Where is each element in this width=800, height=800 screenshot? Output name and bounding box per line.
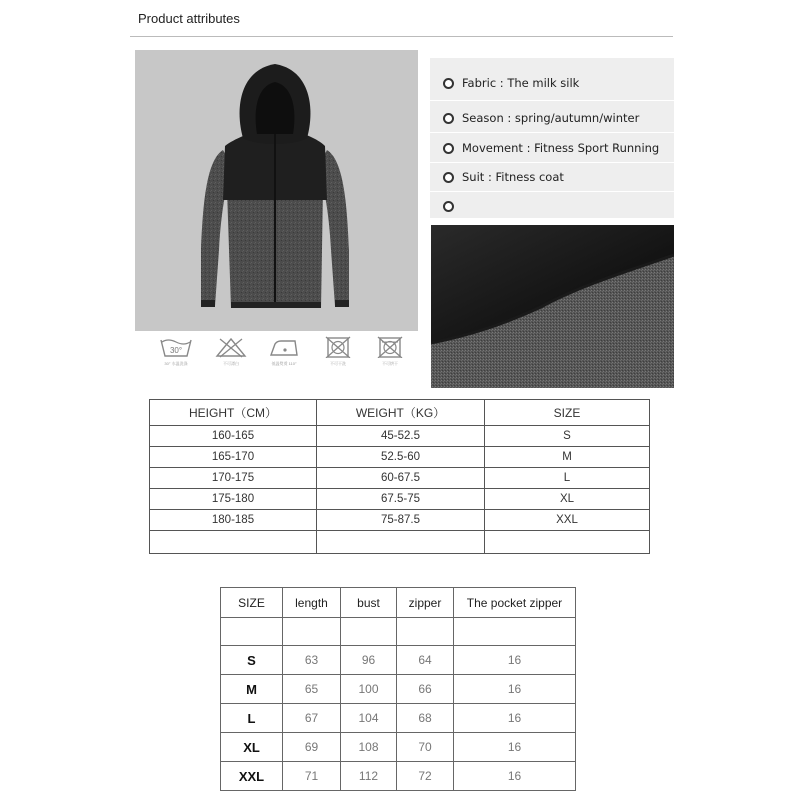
divider — [430, 191, 674, 192]
size-cell: M — [221, 675, 283, 704]
table-row — [221, 704, 576, 733]
table-cell: 72 — [397, 762, 454, 791]
attribute-fabric — [430, 70, 674, 96]
table-cell: 175-180 — [150, 489, 317, 510]
attribute-movement — [430, 135, 674, 161]
bullet-icon — [443, 78, 454, 89]
table-cell: 70 — [397, 733, 454, 762]
table-cell: 66 — [397, 675, 454, 704]
table-row — [221, 646, 576, 675]
table-header-row — [150, 400, 650, 426]
table-cell: 100 — [341, 675, 397, 704]
page-title: Product attributes — [138, 11, 240, 26]
table-cell: 63 — [283, 646, 341, 675]
attribute-empty — [430, 193, 674, 219]
height-weight-table — [149, 399, 650, 554]
table-cell: 16 — [454, 646, 576, 675]
wash-temp-label: 30° — [169, 346, 183, 355]
table-cell — [317, 531, 485, 554]
table-row — [221, 675, 576, 704]
care-item — [312, 336, 364, 367]
attribute-text: Suit : Fitness coat — [462, 170, 564, 184]
bullet-icon — [443, 201, 454, 212]
table-cell: 67.5-75 — [317, 489, 485, 510]
table-row — [150, 489, 650, 510]
wash-30-icon — [159, 336, 193, 358]
fabric-illustration — [431, 225, 674, 388]
table-cell: 60-67.5 — [317, 468, 485, 489]
table-row — [221, 762, 576, 791]
care-caption: 不可干洗 — [330, 361, 346, 366]
table-cell: 170-175 — [150, 468, 317, 489]
bullet-icon — [443, 143, 454, 154]
table-header: length — [283, 588, 341, 618]
table-cell: 16 — [454, 704, 576, 733]
table-cell: 64 — [397, 646, 454, 675]
table-cell: 16 — [454, 675, 576, 704]
size-cell: S — [221, 646, 283, 675]
table-header: WEIGHT（KG） — [317, 400, 485, 426]
table-cell: 96 — [341, 646, 397, 675]
care-caption: 30° 水温洗涤 — [164, 361, 188, 366]
table-cell: 75-87.5 — [317, 510, 485, 531]
care-caption: 低温熨烫 110° — [271, 361, 297, 366]
table-cell: 68 — [397, 704, 454, 733]
care-item — [258, 336, 310, 367]
table-row — [150, 531, 650, 554]
divider — [430, 162, 674, 163]
iron-low-icon — [267, 336, 301, 358]
jacket-illustration — [135, 50, 418, 331]
table-cell: 45-52.5 — [317, 426, 485, 447]
table-cell: 165-170 — [150, 447, 317, 468]
table-cell: 16 — [454, 733, 576, 762]
table-cell — [150, 531, 317, 554]
table-header: The pocket zipper — [454, 588, 576, 618]
size-measurement-table — [220, 587, 576, 791]
no-tumble-dry-icon — [321, 336, 355, 358]
table-cell: 108 — [341, 733, 397, 762]
table-cell: 160-165 — [150, 426, 317, 447]
attribute-suit — [430, 164, 674, 190]
table-cell: 67 — [283, 704, 341, 733]
table-cell: 112 — [341, 762, 397, 791]
table-row — [221, 733, 576, 762]
table-cell: L — [485, 468, 650, 489]
no-bleach-icon — [214, 336, 248, 358]
table-header-row — [221, 588, 576, 618]
size-cell: L — [221, 704, 283, 733]
table-cell: M — [485, 447, 650, 468]
bullet-icon — [443, 172, 454, 183]
care-caption: 不可漂白 — [223, 361, 239, 366]
attribute-season — [430, 105, 674, 131]
table-row — [150, 447, 650, 468]
title-divider — [130, 36, 673, 37]
attribute-text: Movement : Fitness Sport Running — [462, 141, 660, 155]
table-cell — [485, 531, 650, 554]
table-row — [150, 426, 650, 447]
attribute-text: Season : spring/autumn/winter — [462, 111, 640, 125]
table-spacer-row — [221, 618, 576, 646]
fabric-photo — [431, 225, 674, 388]
attribute-text: Fabric : The milk silk — [462, 76, 580, 90]
table-row — [150, 510, 650, 531]
table-cell: 180-185 — [150, 510, 317, 531]
care-caption: 不可烘干 — [382, 361, 398, 366]
table-cell: XL — [485, 489, 650, 510]
size-cell: XXL — [221, 762, 283, 791]
table-header: SIZE — [485, 400, 650, 426]
table-cell: 65 — [283, 675, 341, 704]
care-item — [205, 336, 257, 367]
table-row — [150, 468, 650, 489]
table-cell: XXL — [485, 510, 650, 531]
no-dry-clean-icon — [373, 336, 407, 358]
table-cell: 69 — [283, 733, 341, 762]
table-cell: 71 — [283, 762, 341, 791]
bullet-icon — [443, 113, 454, 124]
attributes-panel — [430, 58, 674, 218]
care-item — [364, 336, 416, 367]
care-item — [150, 336, 202, 367]
table-cell: 52.5-60 — [317, 447, 485, 468]
table-cell: 104 — [341, 704, 397, 733]
divider — [430, 132, 674, 133]
table-header: SIZE — [221, 588, 283, 618]
table-header: bust — [341, 588, 397, 618]
product-photo — [135, 50, 418, 331]
size-cell: XL — [221, 733, 283, 762]
care-symbols — [150, 336, 420, 378]
table-cell: S — [485, 426, 650, 447]
table-header: HEIGHT（CM） — [150, 400, 317, 426]
table-header: zipper — [397, 588, 454, 618]
table-cell: 16 — [454, 762, 576, 791]
divider — [430, 100, 674, 101]
